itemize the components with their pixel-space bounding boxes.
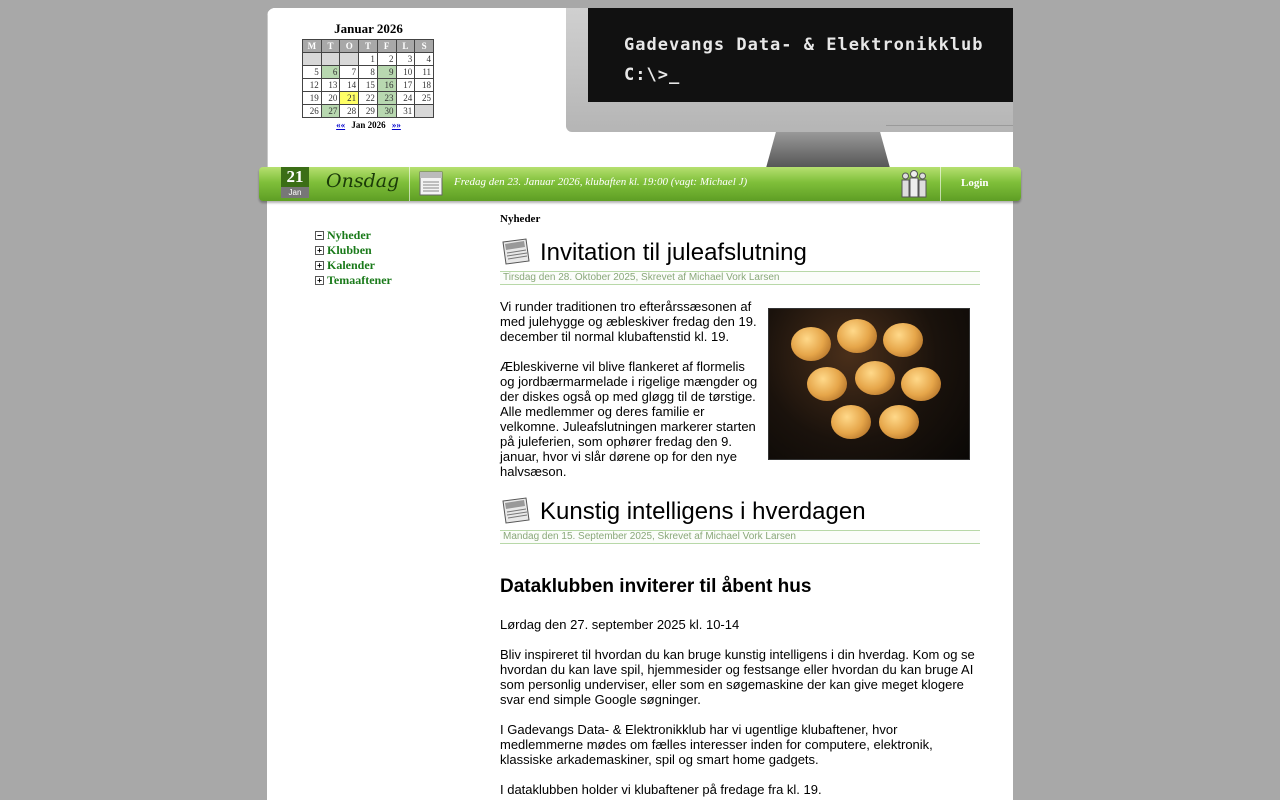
- monitor-stand: [766, 132, 890, 168]
- info-bar: [259, 167, 1021, 201]
- calendar-day[interactable]: 25: [415, 92, 434, 105]
- calendar-weekday-header: F: [377, 40, 396, 53]
- nav-link[interactable]: Temaaftener: [327, 273, 392, 287]
- aebleskive: [883, 323, 923, 357]
- calendar-empty-cell: [303, 53, 322, 66]
- calendar-day[interactable]: 4: [415, 53, 434, 66]
- calendar-weekday-header: S: [415, 40, 434, 53]
- nav-tree: [315, 228, 392, 288]
- aebleskiver-image: [768, 308, 970, 460]
- calendar-day[interactable]: 15: [359, 79, 378, 92]
- calendar-day[interactable]: 5: [303, 66, 322, 79]
- divider: [940, 167, 941, 201]
- calendar-day[interactable]: 1: [359, 53, 378, 66]
- article-paragraph: Vi runder traditionen tro efterårssæsonen af med julehygge og æbleskiver fredag den 19. december til normal klubaftenstid kl. 19.: [500, 299, 757, 344]
- date-month: Jan: [281, 187, 309, 198]
- calendar-day[interactable]: 19: [303, 92, 322, 105]
- calendar-day[interactable]: 7: [340, 66, 359, 79]
- calendar-prev-link[interactable]: ««: [336, 120, 346, 130]
- calendar-day[interactable]: 18: [415, 79, 434, 92]
- calendar-current-month: Jan 2026: [351, 120, 386, 130]
- calendar-grid: [302, 39, 434, 118]
- expand-icon[interactable]: +: [315, 246, 324, 255]
- monitor-text: [624, 30, 984, 90]
- nav-link[interactable]: Klubben: [327, 243, 372, 257]
- nav-link[interactable]: Kalender: [327, 258, 375, 272]
- article-paragraph: I Gadevangs Data- & Elektronikklub har vi ugentlige klubaftener, hvor medlemmerne mødes om fælles interesser inden for computere, elektronik, klassiske arkademaskiner, spil og smart home gadgets.: [500, 722, 933, 767]
- calendar-day[interactable]: 30: [377, 105, 396, 118]
- article-subheading: Dataklubben inviterer til åbent hus: [500, 576, 812, 597]
- calendar-day[interactable]: 23: [377, 92, 396, 105]
- article-body: [500, 299, 980, 479]
- calendar-day[interactable]: 11: [415, 66, 434, 79]
- nav-item-klubben[interactable]: [315, 243, 392, 258]
- article-meta: Tirsdag den 28. Oktober 2025, Skrevet af Michael Vork Larsen: [500, 271, 980, 285]
- article-paragraph: Æbleskiverne vil blive flankeret af flormelis og jordbærmarmelade i rigelige mængder og der diskes også op med gløgg til de tørstige. Alle medlemmer og deres familie er velkomne. Juleafslutningen markerer starten på juleferien, som ophører fredag den 9. januar, hvor vi slår dørene op for den nye halvsæson.: [500, 359, 758, 479]
- aebleskive: [791, 327, 831, 361]
- nav-item-nyheder[interactable]: [315, 228, 392, 243]
- calendar-day[interactable]: 13: [321, 79, 340, 92]
- calendar-day[interactable]: 21: [340, 92, 359, 105]
- monitor-screen: [588, 8, 1013, 102]
- article-body: [500, 617, 980, 797]
- upcoming-event: Fredag den 23. Januar 2026, klubaften kl. 19:00 (vagt: Michael J): [454, 176, 748, 188]
- calendar-icon: [418, 170, 444, 197]
- prompt-text: C:\>_: [624, 65, 681, 85]
- newspaper-icon: [500, 237, 532, 265]
- calendar-day[interactable]: 26: [303, 105, 322, 118]
- collapse-icon[interactable]: −: [315, 231, 324, 240]
- article-paragraph: I dataklubben holder vi klubaftener på fredage fra kl. 19.: [500, 782, 822, 797]
- members-icon: [899, 168, 929, 199]
- calendar-day[interactable]: 20: [321, 92, 340, 105]
- article-title[interactable]: Invitation til juleafslutning: [540, 239, 807, 266]
- calendar-day[interactable]: 28: [340, 105, 359, 118]
- main-content: [500, 210, 980, 800]
- site-title: Gadevangs Data- & Elektronikklub: [624, 35, 984, 55]
- article-title[interactable]: Kunstig intelligens i hverdagen: [540, 498, 866, 525]
- calendar-weekday-header: M: [303, 40, 322, 53]
- expand-icon[interactable]: +: [315, 261, 324, 270]
- date-badge: [281, 167, 309, 199]
- calendar-day[interactable]: 2: [377, 53, 396, 66]
- calendar-day[interactable]: 17: [396, 79, 415, 92]
- calendar-nav: [302, 120, 435, 130]
- aebleskive: [855, 361, 895, 395]
- login-link[interactable]: Login: [961, 177, 989, 189]
- calendar-empty-cell: [340, 53, 359, 66]
- calendar-next-link[interactable]: »»: [391, 120, 401, 130]
- weekday-label: Onsdag: [326, 170, 400, 192]
- calendar-day[interactable]: 24: [396, 92, 415, 105]
- calendar-day[interactable]: 14: [340, 79, 359, 92]
- section-title: Nyheder: [500, 213, 541, 225]
- monitor-frame: [566, 8, 1013, 132]
- monitor-buttons: [886, 125, 1013, 133]
- date-day-number: 21: [281, 167, 309, 187]
- calendar-day[interactable]: 9: [377, 66, 396, 79]
- aebleskive: [879, 405, 919, 439]
- calendar-day[interactable]: 3: [396, 53, 415, 66]
- calendar-weekday-header: T: [359, 40, 378, 53]
- calendar-day[interactable]: 16: [377, 79, 396, 92]
- mini-calendar: [302, 21, 435, 130]
- nav-item-kalender[interactable]: [315, 258, 392, 273]
- article-meta: Mandag den 15. September 2025, Skrevet af Michael Vork Larsen: [500, 530, 980, 544]
- aebleskive: [831, 405, 871, 439]
- divider: [409, 167, 410, 201]
- calendar-day[interactable]: 31: [396, 105, 415, 118]
- header-monitor-banner: [566, 8, 1013, 168]
- calendar-title: Januar 2026: [334, 21, 403, 36]
- header-left-panel: [267, 8, 568, 168]
- calendar-day[interactable]: 27: [321, 105, 340, 118]
- aebleskive: [807, 367, 847, 401]
- calendar-day[interactable]: 22: [359, 92, 378, 105]
- article-header: [500, 494, 980, 530]
- newspaper-icon: [500, 496, 532, 524]
- calendar-weekday-header: O: [340, 40, 359, 53]
- calendar-day[interactable]: 6: [321, 66, 340, 79]
- calendar-day[interactable]: 29: [359, 105, 378, 118]
- calendar-weekday-header: L: [396, 40, 415, 53]
- calendar-empty-cell: [415, 105, 434, 118]
- article-paragraph: Lørdag den 27. september 2025 kl. 10-14: [500, 617, 740, 632]
- expand-icon[interactable]: +: [315, 276, 324, 285]
- article-header: [500, 235, 980, 271]
- calendar-day[interactable]: 8: [359, 66, 378, 79]
- calendar-weekday-header: T: [321, 40, 340, 53]
- calendar-empty-cell: [321, 53, 340, 66]
- aebleskive: [901, 367, 941, 401]
- calendar-day[interactable]: 10: [396, 66, 415, 79]
- aebleskive: [837, 319, 877, 353]
- calendar-day[interactable]: 12: [303, 79, 322, 92]
- nav-item-temaaftener[interactable]: [315, 273, 392, 288]
- nav-link[interactable]: Nyheder: [327, 228, 371, 242]
- article-paragraph: Bliv inspireret til hvordan du kan bruge kunstig intelligens i din hverdag. Kom og se hvordan du kan lave spil, hjemmesider og festsange eller hvordan du kan bruge AI som personlig underviser, eller som en søgemaskine der kan give meget klogere svar end simple Google søgninger.: [500, 647, 975, 707]
